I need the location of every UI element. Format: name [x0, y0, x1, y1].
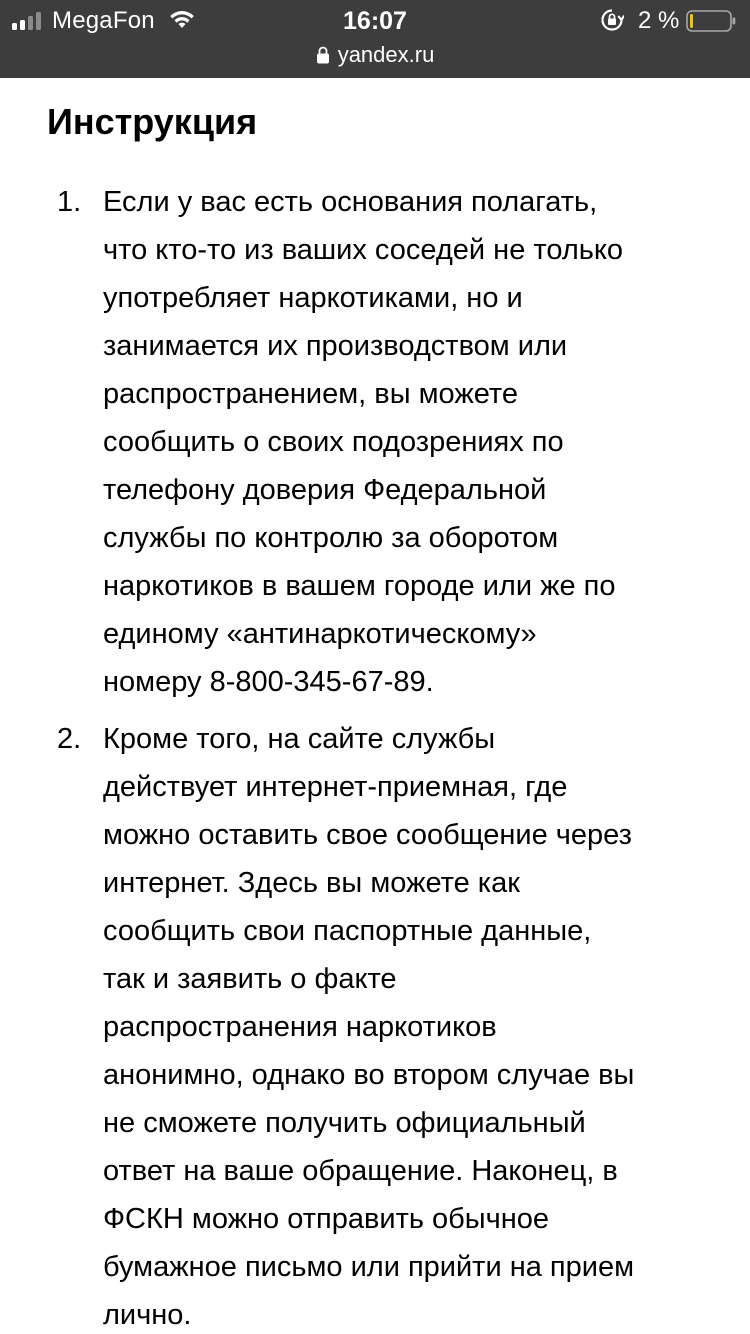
article-heading: Инструкция [47, 101, 258, 142]
step-text-line: действует интернет-приемная, где [103, 771, 568, 803]
status-time: 16:07 [343, 7, 407, 35]
battery-percent: 2 % [638, 7, 680, 34]
step-text-line: Кроме того, на сайте службы [103, 723, 496, 755]
step-text-line: сообщить о своих подозрениях по [103, 426, 564, 458]
step-text-line: сообщить свои паспортные данные, [103, 915, 592, 947]
step-text-line: так и заявить о факте [103, 963, 397, 995]
instruction-step [0, 715, 750, 1334]
step-text-line: Если у вас есть основания полагать, [103, 186, 598, 218]
step-text-line: распространением, вы можете [103, 378, 518, 410]
step-text-line: не сможете получить официальный [103, 1107, 586, 1139]
step-text-line: распространения наркотиков [103, 1011, 497, 1043]
battery-icon [686, 10, 736, 32]
instruction-list [0, 178, 750, 1334]
step-text-line: номеру 8-800-345-67-89. [103, 666, 434, 698]
step-text-line: наркотиков в вашем городе или же по [103, 570, 616, 602]
step-text [103, 178, 720, 706]
step-text-line: службы по контролю за оборотом [103, 522, 559, 554]
step-text-line: единому «антинаркотическому» [103, 618, 537, 650]
instruction-step [0, 178, 750, 706]
step-text-line: ответ на ваше обращение. Наконец, в [103, 1155, 618, 1187]
step-text-line: телефону доверия Федеральной [103, 474, 547, 506]
step-text-line: можно оставить свое сообщение через [103, 819, 632, 851]
step-number: 1. [57, 186, 82, 218]
step-text-line: ФСКН можно отправить обычное [103, 1203, 549, 1235]
step-text-line: занимается их производством или [103, 330, 568, 362]
orientation-lock-icon [600, 8, 624, 32]
step-text-line: бумажное письмо или прийти на прием [103, 1251, 635, 1283]
step-text-line: интернет. Здесь вы можете как [103, 867, 520, 899]
step-text-line: что кто-то из ваших соседей не только [103, 234, 624, 266]
lock-icon [316, 46, 330, 64]
step-text-line: анонимно, однако во втором случае вы [103, 1059, 635, 1091]
url-domain[interactable]: yandex.ru [337, 42, 435, 67]
address-bar[interactable] [0, 42, 750, 72]
carrier-name: MegaFon [52, 7, 155, 34]
step-number: 2. [57, 723, 82, 755]
step-text [103, 715, 720, 1334]
status-bar [0, 0, 750, 40]
browser-top-bar [0, 0, 750, 78]
step-text-line: лично. [103, 1299, 192, 1331]
step-text-line: употребляет наркотиками, но и [103, 282, 523, 314]
